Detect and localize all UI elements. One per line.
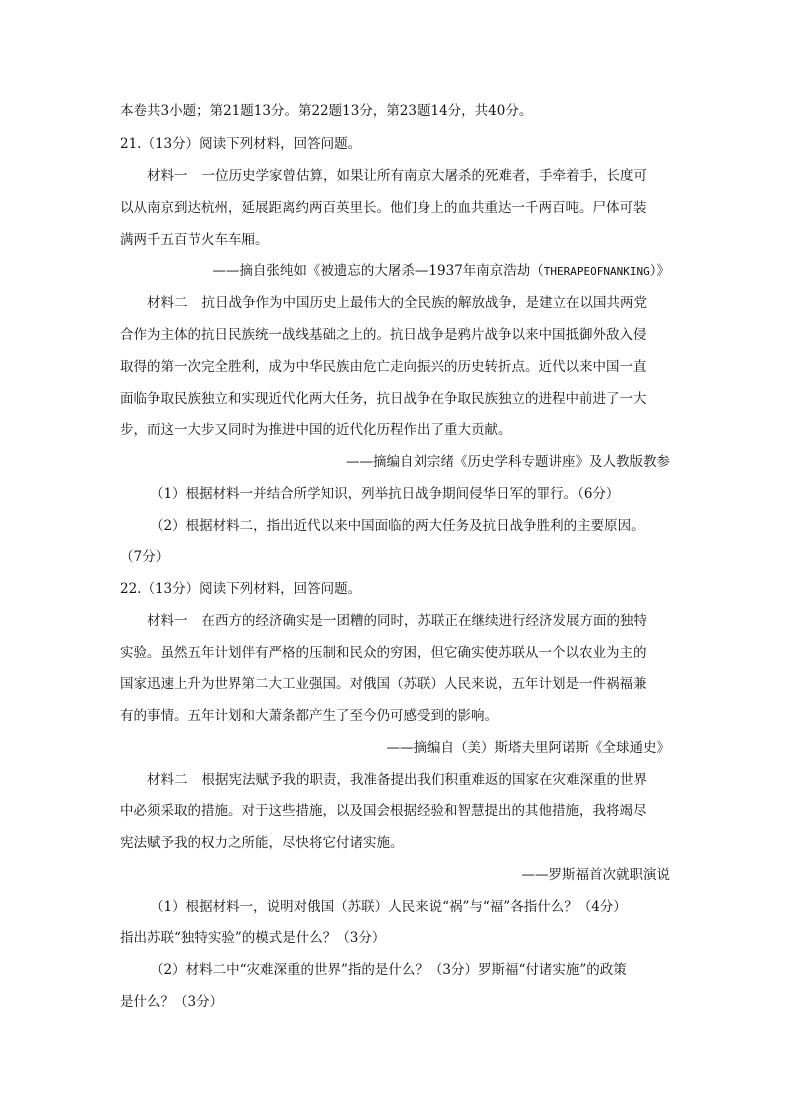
q22-material2-line2: 中必须采取的措施。对于这些措施，以及国会根据经验和智慧提出的其他措施，我将竭尽	[120, 803, 647, 819]
q22-material2-label: 材料二	[147, 772, 188, 788]
q22-material2-line1	[147, 771, 647, 789]
q21-material1-line1	[147, 167, 647, 185]
q21-material2-line5: 步，而这一大步又同时为推进中国的近代化历程作出了重大贡献。	[120, 422, 512, 438]
q21-material1-line2: 以从南京到达杭州，延展距离约两百英里长。他们身上的血共重达一千两百吨。尸体可装	[120, 200, 647, 216]
q22-material1-line1	[147, 612, 647, 630]
q21-material2-line3: 取得的第一次完全胜利，成为中华民族由危亡走向振兴的历史转折点。近代以来中国一直	[120, 359, 647, 375]
q21-heading: 21.（13分）阅读下列材料，回答问题。	[120, 136, 362, 152]
q22-material1-source: ——摘编自（美）斯塔夫里阿诺斯《全球通史》	[386, 740, 670, 756]
q21-material1-source	[212, 262, 670, 281]
q21-material2-source: ——摘编自刘宗绪《历史学科专题讲座》及人教版教参	[346, 454, 670, 470]
q21-subquestion-1: （1）根据材料一并结合所学知识，列举抗日战争期间侵华日军的罪行。（6分）	[150, 486, 620, 502]
q21-material1-text-1: 一位历史学家曾估算，如果让所有南京大屠杀的死难者，手牵着手，长度可	[201, 168, 647, 184]
q21-material1-source-post: ）》	[649, 263, 670, 279]
q21-material2-line4: 面临争取民族独立和实现近代化两大任务，抗日战争在争取民族独立的进程中前进了一大	[120, 391, 647, 407]
section-header: 本卷共3小题；第21题13分。第22题13分，第23题14分，共40分。	[120, 103, 533, 119]
q22-material1-label: 材料一	[147, 613, 188, 629]
q22-material1-line4: 有的事情。五年计划和大萧条都产生了至今仍可感受到的影响。	[120, 708, 498, 724]
q22-subquestion-2: （2）材料二中“灾难深重的世界”指的是什么？（3分）罗斯福“付诸实施”的政策	[150, 962, 627, 978]
q21-material2-text-1: 抗日战争作为中国历史上最伟大的全民族的解放战争，是建立在以国共两党	[201, 295, 647, 311]
q21-material1-source-en: THERAPEOFNANKING	[543, 265, 650, 278]
q22-material1-line3: 国家迅速上升为世界第二大工业强国。对俄国（苏联）人民来说，五年计划是一件祸福兼	[120, 676, 647, 692]
q22-material1-text-1: 在西方的经济确实是一团糟的同时，苏联正在继续进行经济发展方面的独特	[201, 613, 647, 629]
q22-material2-line3: 宪法赋予我的权力之所能，尽快将它付诸实施。	[120, 835, 404, 851]
q21-material2-line2: 合作为主体的抗日民族统一战线基础之上的。抗日战争是鸦片战争以来中国抵御外敌入侵	[120, 327, 647, 343]
q22-material2-text-1: 根据宪法赋予我的职责，我准备提出我们积重难返的国家在灾难深重的世界	[201, 772, 647, 788]
q21-material1-label: 材料一	[147, 168, 188, 184]
q22-subquestion-2-cont: 是什么？（3分）	[120, 994, 224, 1010]
q22-subquestion-1: （1）根据材料一，说明对俄国（苏联）人民来说“祸”与“福”各指什么？（4分）	[150, 899, 627, 915]
q22-heading: 22.（13分）阅读下列材料，回答问题。	[120, 581, 362, 597]
q21-material2-label: 材料二	[147, 295, 188, 311]
q21-material1-source-pre: ——摘自张纯如《被遗忘的大屠杀—1937年南京浩劫（	[212, 263, 544, 279]
q21-material2-line1	[147, 294, 647, 312]
q22-material2-source: ——罗斯福首次就职演说	[521, 867, 670, 883]
q22-material1-line2: 实验。虽然五年计划伴有严格的压制和民众的穷困，但它确实使苏联从一个以农业为主的	[120, 645, 647, 661]
q21-subquestion-2: （2）根据材料二，指出近代以来中国面临的两大任务及抗日战争胜利的主要原因。	[150, 518, 645, 534]
q22-subquestion-1-cont: 指出苏联“独特实验”的模式是什么？（3分）	[120, 930, 386, 946]
q21-material1-line3: 满两千五百节火车车厢。	[120, 232, 269, 248]
q21-subquestion-2-cont: （7分）	[120, 549, 170, 565]
